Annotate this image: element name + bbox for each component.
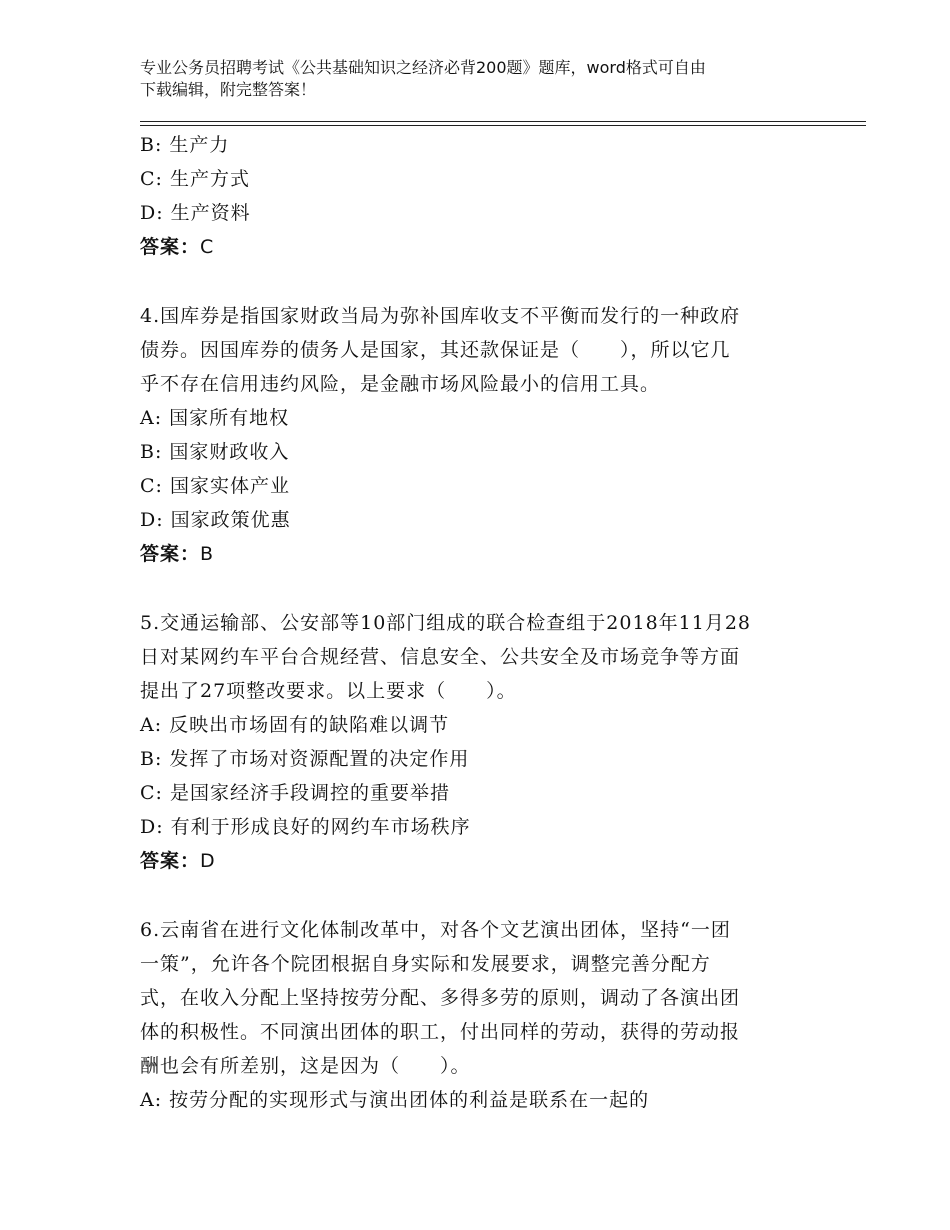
option: B: 发挥了市场对资源配置的决定作用 <box>140 748 470 770</box>
option: C: 是国家经济手段调控的重要举措 <box>140 782 450 804</box>
answer <box>140 537 820 571</box>
option: C: 生产方式 <box>140 168 250 190</box>
question-3 <box>140 128 820 264</box>
answer-label: 答案： <box>140 850 201 872</box>
stem-line: 乎不存在信用违约风险，是金融市场风险最小的信用工具。 <box>140 373 661 395</box>
answer <box>140 230 820 264</box>
answer-label: 答案： <box>140 236 201 258</box>
answer <box>140 844 820 878</box>
stem-line: 6.云南省在进行文化体制改革中，对各个文艺演出团体，坚持“一团 <box>140 919 731 941</box>
stem-line: 体的积极性。不同演出团体的职工，付出同样的劳动，获得的劳动报 <box>140 1021 741 1043</box>
option: D: 有利于形成良好的网约车市场秩序 <box>140 816 471 838</box>
stem-line: 债券。因国库券的债务人是国家，其还款保证是（ ），所以它几 <box>140 339 731 361</box>
option: B: 国家财政收入 <box>140 441 290 463</box>
answer-value: B <box>200 543 215 565</box>
option: B: 生产力 <box>140 134 230 156</box>
header-rule <box>140 125 866 126</box>
stem-line: 式，在收入分配上坚持按劳分配、多得多劳的原则，调动了各演出团 <box>140 987 741 1009</box>
question-6 <box>140 913 820 1117</box>
answer-value: D <box>200 850 216 872</box>
header-line: 下载编辑，附完整答案！ <box>140 80 317 99</box>
answer-label: 答案： <box>140 543 201 565</box>
question-stem <box>140 606 810 708</box>
option: D: 生产资料 <box>140 202 251 224</box>
stem-line: 4.国库券是指国家财政当局为弥补国库收支不平衡而发行的一种政府 <box>140 305 741 327</box>
option: A: 反映出市场固有的缺陷难以调节 <box>140 714 450 736</box>
stem-line: 一策”，允许各个院团根据自身实际和发展要求，调整完善分配方 <box>140 953 711 975</box>
option: A: 国家所有地权 <box>140 407 290 429</box>
option: C: 国家实体产业 <box>140 475 290 497</box>
question-5 <box>140 606 820 878</box>
header-line: 专业公务员招聘考试《公共基础知识之经济必背200题》题库，word格式可自由 <box>140 58 706 77</box>
question-stem <box>140 299 810 401</box>
question-content <box>140 128 820 1117</box>
question-stem <box>140 913 810 1083</box>
page-header <box>140 57 840 101</box>
stem-line: 5.交通运输部、公安部等10部门组成的联合检查组于2018年11月28 <box>140 612 752 634</box>
stem-line: 提出了27项整改要求。以上要求（ ）。 <box>140 680 517 702</box>
option: A: 按劳分配的实现形式与演出团体的利益是联系在一起的 <box>140 1089 650 1111</box>
answer-value: C <box>200 236 215 258</box>
question-4 <box>140 299 820 571</box>
option: D: 国家政策优惠 <box>140 509 291 531</box>
header-rule <box>140 121 866 122</box>
stem-line: 酬也会有所差别，这是因为（ ）。 <box>140 1055 471 1077</box>
stem-line: 日对某网约车平台合规经营、信息安全、公共安全及市场竞争等方面 <box>140 646 741 668</box>
